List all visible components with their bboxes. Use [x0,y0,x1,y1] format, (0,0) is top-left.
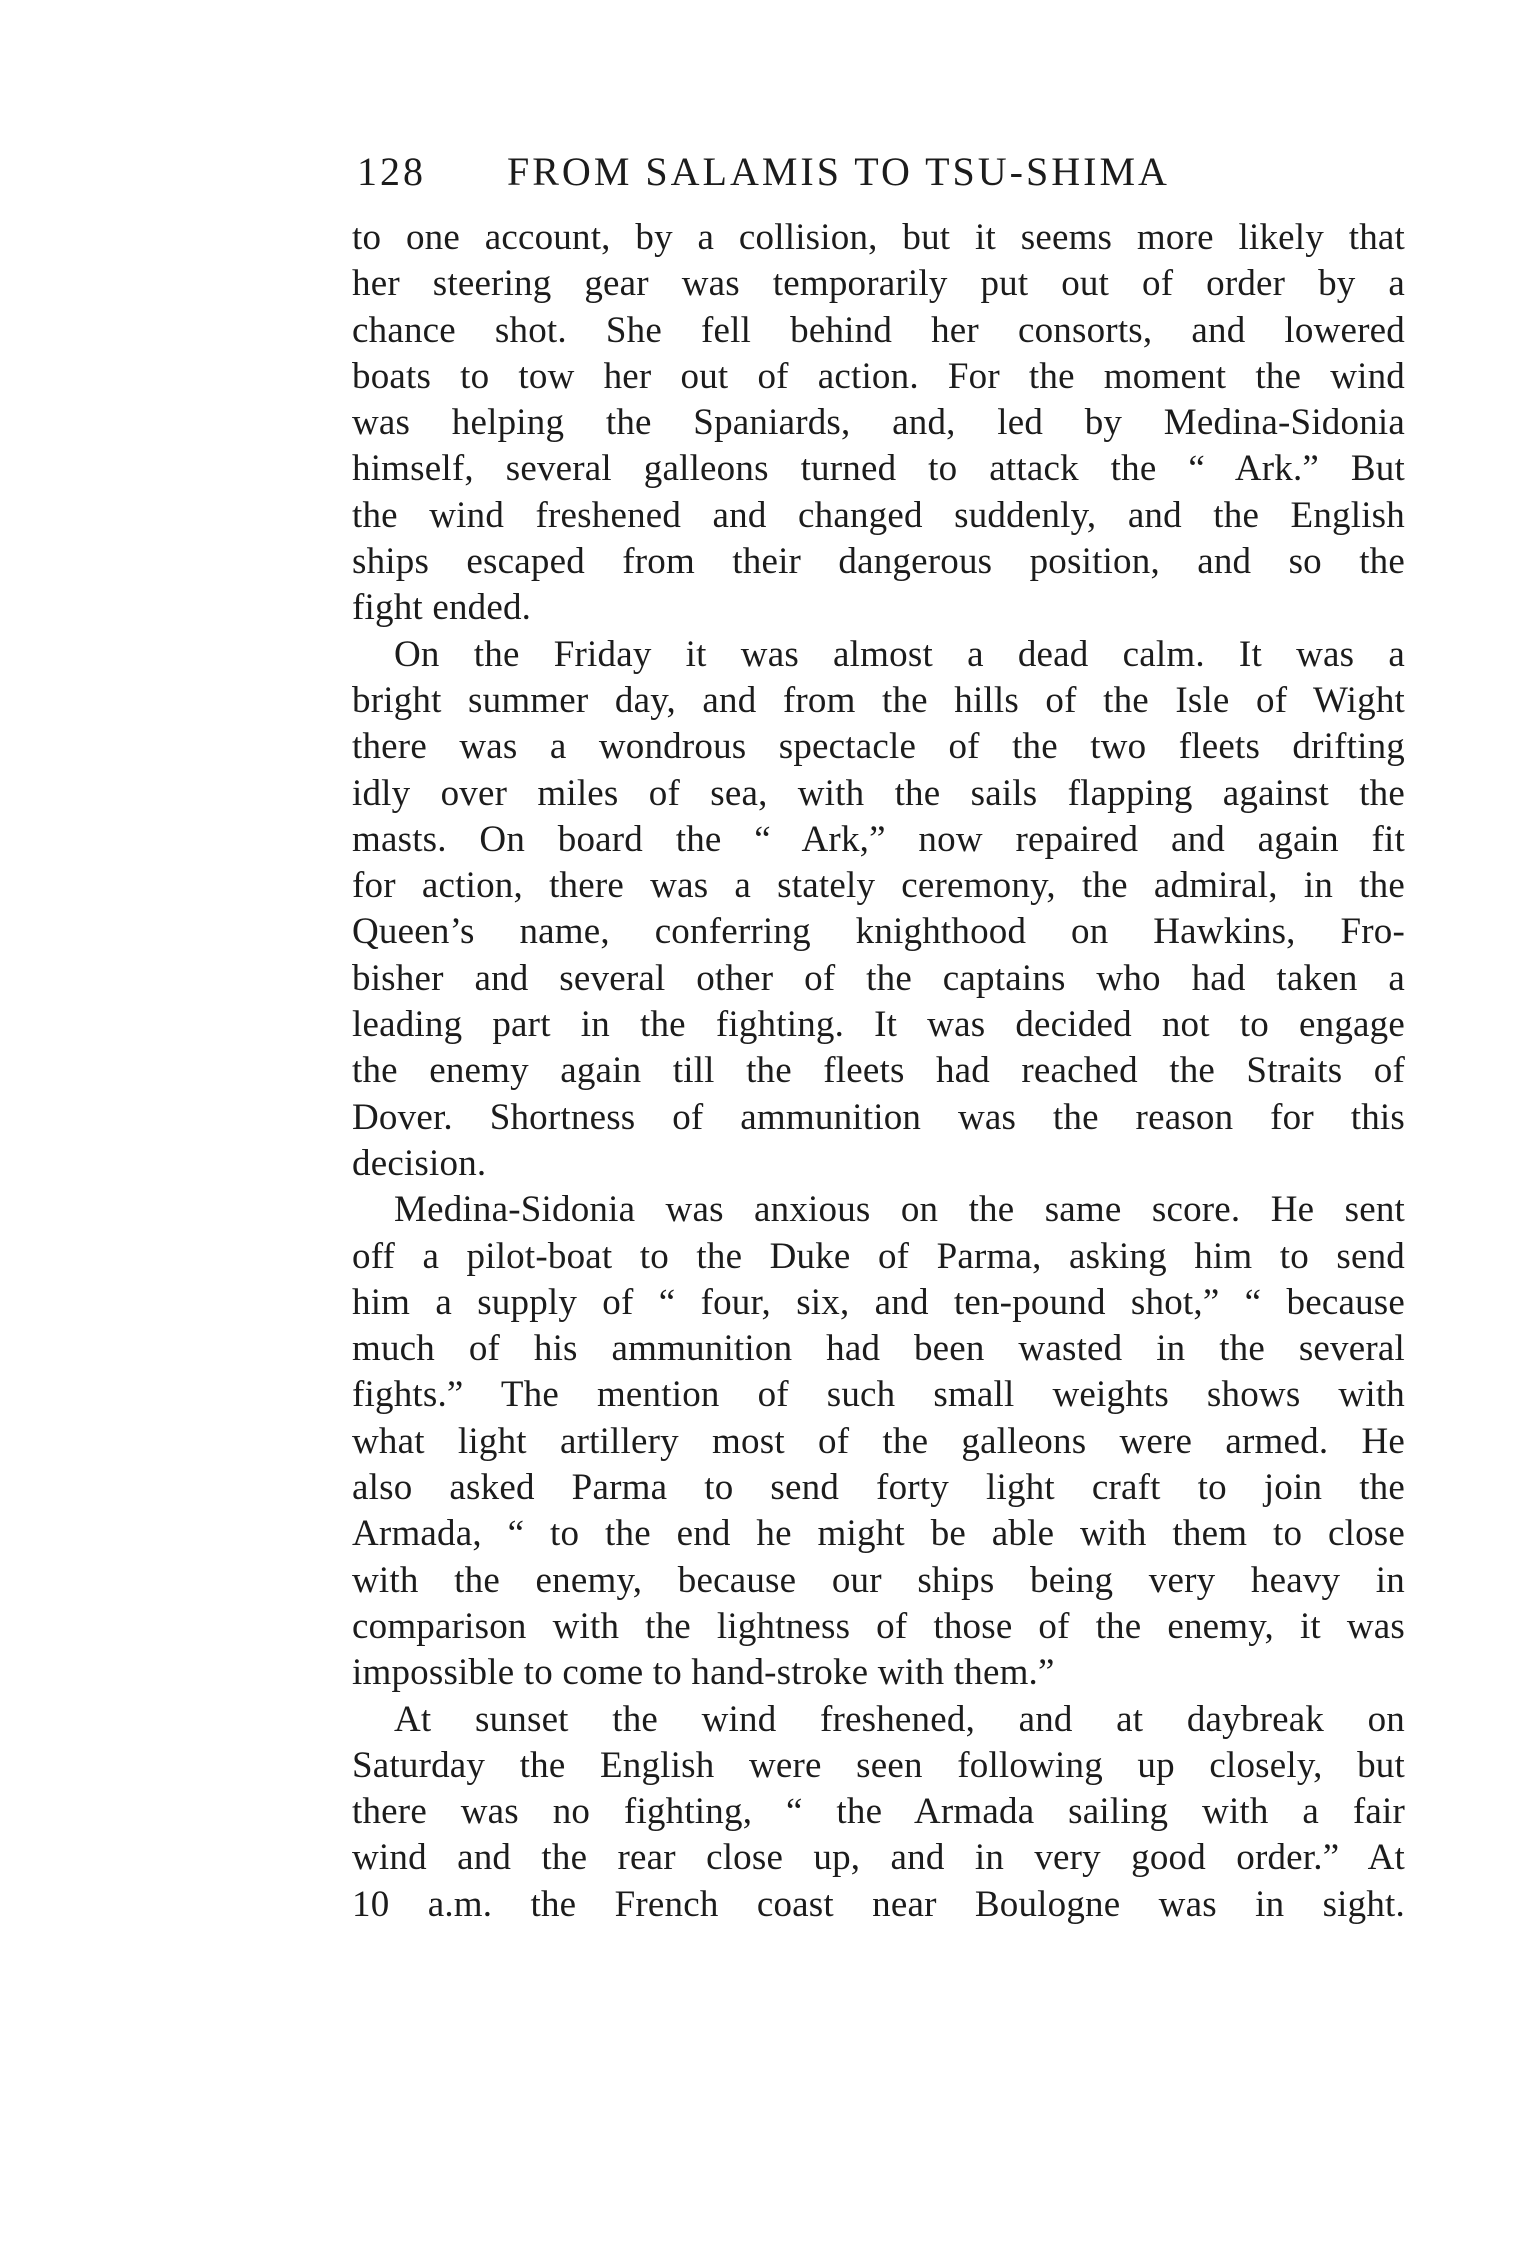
text-line: for action, there was a stately ceremony, the admiral, in the [352,865,1405,907]
text-line: idly over miles of sea, with the sails flapping against the [352,772,1405,814]
text-line: to one account, by a collision, but it seems more likely that [352,217,1405,258]
text-line: with the enemy, because our ships being very heavy in [352,1559,1405,1601]
text-line: leading part in the fighting. It was decided not to engage [352,1004,1405,1046]
text-line: the enemy again till the fleets had reached the Straits of [352,1050,1405,1092]
paragraph [352,215,1405,632]
text-line: 10 a.m. the French coast near Boulogne was in sight. [352,1883,1405,1925]
paragraph [352,1187,1405,1696]
text-line: there was a wondrous spectacle of the two fleets drifting [352,726,1405,768]
text-line: comparison with the lightness of those of the enemy, it was [352,1605,1405,1647]
text-line: On the Friday it was almost a dead calm. It was a [394,633,1405,675]
text-line: fights.” The mention of such small weights shows with [352,1374,1405,1416]
text-line: Armada, “ to the end he might be able with them to close [352,1513,1405,1555]
text-line: much of his ammunition had been wasted in the several [352,1328,1405,1370]
text-line: chance shot. She fell behind her consorts, and lowered [352,309,1405,351]
text-line: boats to tow her out of action. For the moment the wind [352,355,1405,397]
text-line: her steering gear was temporarily put out of order by a [352,263,1405,305]
text-line: was helping the Spaniards, and, led by Medina-Sidonia [352,402,1405,444]
text-line: bright summer day, and from the hills of the Isle of Wight [352,679,1405,721]
text-line: him a supply of “ four, six, and ten-pound shot,” “ because [352,1281,1405,1323]
page-number: 128 [357,149,426,194]
text-line: At sunset the wind freshened, and at daybreak on [394,1698,1405,1740]
text-line: wind and the rear close up, and in very good order.” At [352,1837,1405,1879]
text-line: ships escaped from their dangerous position, and so the [352,541,1405,583]
text-line: fight ended. [352,587,532,629]
text-line: masts. On board the “ Ark,” now repaired and again fit [352,818,1405,860]
text-line: Dover. Shortness of ammunition was the reason for this [352,1096,1405,1138]
text-line: what light artillery most of the galleons were armed. He [352,1420,1405,1462]
running-title: FROM SALAMIS TO TSU-SHIMA [507,149,1170,194]
paragraph [352,1697,1405,1928]
text-line: Saturday the English were seen following up closely, but [352,1744,1405,1786]
body-text [352,215,1405,1928]
text-line: the wind freshened and changed suddenly, and the English [352,494,1405,536]
text-line: off a pilot-boat to the Duke of Parma, asking him to send [352,1235,1405,1277]
running-head [357,148,1257,198]
text-line: himself, several galleons turned to attack the “ Ark.” But [352,448,1405,490]
text-line: Queen’s name, conferring knighthood on Hawkins, Fro- [352,911,1405,953]
text-line: Medina-Sidonia was anxious on the same score. He sent [394,1189,1405,1231]
text-line: impossible to come to hand-stroke with them.” [352,1652,1055,1694]
paragraph [352,632,1405,1188]
text-line: there was no fighting, “ the Armada sailing with a fair [352,1791,1405,1833]
text-line: bisher and several other of the captains who had taken a [352,957,1405,999]
text-line: also asked Parma to send forty light craft to join the [352,1467,1405,1509]
text-line: decision. [352,1142,487,1184]
